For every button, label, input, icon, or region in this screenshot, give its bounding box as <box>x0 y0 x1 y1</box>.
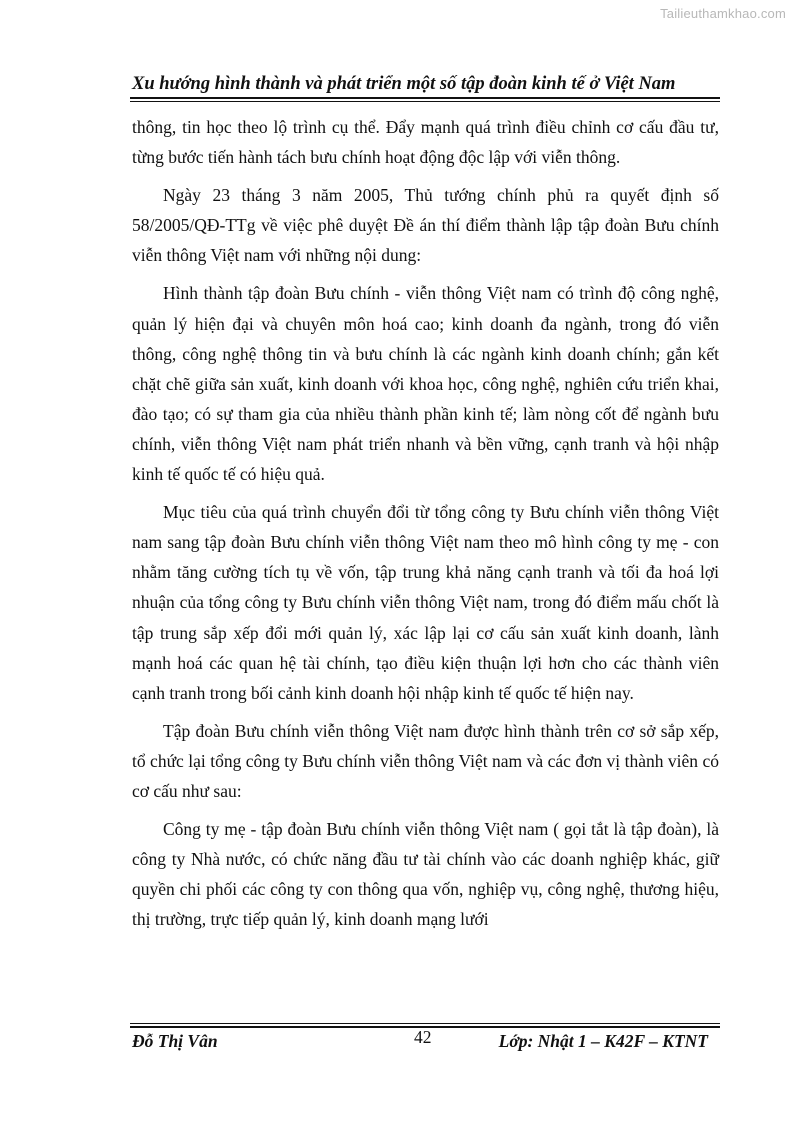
watermark-text: Tailieuthamkhao.com <box>660 6 786 21</box>
footer-class-label: Lớp: Nhật 1 – K42F – KTNT <box>498 1031 708 1051</box>
paragraph-parent-company: Công ty mẹ - tập đoàn Bưu chính viễn thông Việt nam ( gọi tắt là tập đoàn), là công ty Nhà nước, có chức năng đầu tư tài chính vào các doanh nghiệp khác, giữ quyền chi phối các công ty con thông qua vốn, nghiệp vụ, công nghệ, thương hiệu, thị trường, trực tiếp quản lý, kinh doanh mạng lưới <box>132 819 719 930</box>
footer-divider-thin <box>130 1023 720 1024</box>
paragraph-continuation: thông, tin học theo lộ trình cụ thể. Đẩy mạnh quá trình điều chỉnh cơ cấu đầu tư, từng bước tiến hành tách bưu chính hoạt động độc lập với viễn thông. <box>132 117 719 168</box>
running-header: Xu hướng hình thành và phát triển một số tập đoàn kinh tế ở Việt Nam <box>132 74 676 94</box>
header-divider-thin <box>130 101 720 102</box>
paragraph-objective: Mục tiêu của quá trình chuyển đổi từ tổng công ty Bưu chính viễn thông Việt nam sang tập đoàn Bưu chính viễn thông Việt nam theo mô hình công ty mẹ - con nhằm tăng cường tích tụ về vốn, tập trung khả năng cạnh tranh và tối đa hoá lợi nhuận của tổng công ty Bưu chính viễn thông Việt nam, trong đó điểm mấu chốt là tập trung sắp xếp đổi mới quản lý, xác lập lại cơ cấu sản xuất kinh doanh, lành mạnh hoá các quan hệ tài chính, tạo điều kiện thuận lợi hơn cho các thành viên cạnh tranh trong bối cảnh kinh doanh hội nhập kinh tế quốc tế hiện nay. <box>132 502 719 703</box>
header-divider <box>130 97 720 99</box>
document-body <box>132 112 719 934</box>
paragraph-formation: Hình thành tập đoàn Bưu chính - viễn thông Việt nam có trình độ công nghệ, quản lý hiện đại và chuyên môn hoá cao; kinh doanh đa ngành, trong đó viễn thông, công nghệ thông tin và bưu chính là các ngành kinh doanh chính; gắn kết chặt chẽ giữa sản xuất, kinh doanh với khoa học, công nghệ, nghiên cứu triển khai, đào tạo; có sự tham gia của nhiều thành phần kinh tế; làm nòng cốt để ngành bưu chính, viễn thông Việt nam phát triển nhanh và bền vững, cạnh tranh và hội nhập kinh tế quốc tế có hiệu quả. <box>132 283 719 485</box>
footer-author: Đỗ Thị Vân <box>132 1031 218 1051</box>
page-number: 42 <box>414 1027 432 1047</box>
paragraph-decision: Ngày 23 tháng 3 năm 2005, Thủ tướng chính phủ ra quyết định số 58/2005/QĐ-TTg về việc phê duyệt Đề án thí điểm thành lập tập đoàn Bưu chính viễn thông Việt nam với những nội dung: <box>132 185 719 266</box>
paragraph-structure: Tập đoàn Bưu chính viễn thông Việt nam được hình thành trên cơ sở sắp xếp, tổ chức lại tổng công ty Bưu chính viễn thông Việt nam và các đơn vị thành viên có cơ cấu như sau: <box>132 720 719 801</box>
